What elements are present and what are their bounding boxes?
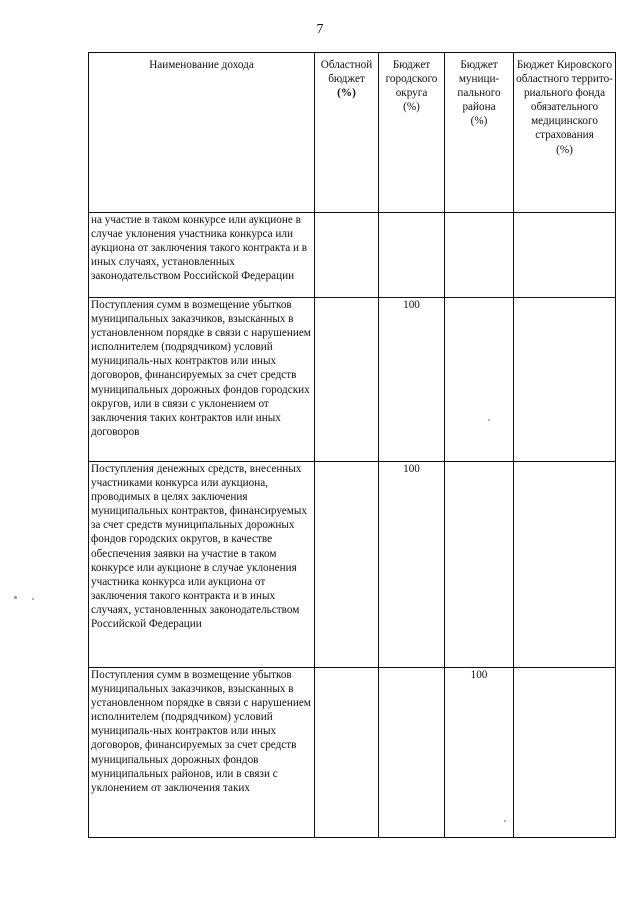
- cell-income-name: Поступления сумм в возмещение убытков муниципальных заказчиков, взысканных в установленном порядке в связи с нарушением исполнителем (подрядчиком) условий муниципаль-ных контрактов или иных договоров, финансируемых за счет средств муниципальных дорожных фондов муниципальных районов, или в связи с уклонением от заключения таких: [89, 668, 315, 838]
- scan-speck: [14, 596, 17, 599]
- header-income-name: [89, 53, 315, 213]
- header-regional-budget: [315, 53, 379, 213]
- header-income-name-label: Наименование дохода: [149, 59, 254, 71]
- header-fund-label: Бюджет Кировского областного террито-риального фонда обязательного медицинского страхования: [516, 59, 613, 142]
- header-municipal-budget: [445, 53, 514, 213]
- cell-regional-pct: [315, 668, 379, 838]
- cell-city-pct: 100: [379, 298, 445, 462]
- cell-fund-pct: [514, 462, 616, 668]
- page-number: 7: [316, 22, 324, 37]
- header-insurance-fund-budget: [514, 53, 616, 213]
- header-city-label: Бюджет городского округа: [385, 59, 438, 100]
- cell-fund-pct: [514, 213, 616, 298]
- header-city-unit: (%): [403, 101, 420, 114]
- scan-speck: [32, 598, 34, 600]
- header-fund-unit: (%): [556, 143, 573, 156]
- cell-regional-pct: [315, 298, 379, 462]
- cell-income-name: Поступления сумм в возмещение убытков муниципальных заказчиков, взысканных в установленном порядке в связи с нарушением исполнителем (подрядчиком) условий муниципаль-ных контрактов или иных договоров, финансируемых за счет средств муниципальных дорожных фондов городских округов, или в связи с уклонением от заключения таких контрактов или иных договоров: [89, 298, 315, 462]
- income-distribution-table: [88, 52, 616, 838]
- cell-regional-pct: [315, 213, 379, 298]
- cell-municipal-pct: [445, 462, 514, 668]
- table-row: [89, 462, 616, 668]
- scan-speck: [504, 820, 506, 822]
- cell-income-name: на участие в таком конкурсе или аукционе в случае уклонения участника конкурса или аукциона от заключения такого контракта и в иных случаях, установленных законодательством Российской Федерации: [89, 213, 315, 298]
- header-regional-label: Областной бюджет: [320, 59, 373, 86]
- header-municipal-label: Бюджет муници-пального района: [457, 59, 501, 114]
- cell-fund-pct: [514, 668, 616, 838]
- table-header-row: [89, 53, 616, 213]
- scan-speck: [488, 419, 490, 421]
- cell-fund-pct: [514, 298, 616, 462]
- table-row: [89, 213, 616, 298]
- cell-municipal-pct: 100: [445, 668, 514, 838]
- cell-municipal-pct: [445, 298, 514, 462]
- header-city-budget: [379, 53, 445, 213]
- table-row: [89, 298, 616, 462]
- cell-municipal-pct: [445, 213, 514, 298]
- cell-city-pct: [379, 213, 445, 298]
- header-regional-unit: (%): [337, 87, 356, 100]
- table-row: [89, 668, 616, 838]
- cell-regional-pct: [315, 462, 379, 668]
- cell-city-pct: 100: [379, 462, 445, 668]
- cell-city-pct: [379, 668, 445, 838]
- header-municipal-unit: (%): [470, 115, 488, 128]
- cell-income-name: Поступления денежных средств, внесенных участниками конкурса или аукциона, проводимых в целях заключения муниципальных контрактов, финансируемых за счет средств муниципальных дорожных фондов городских округов, в качестве обеспечения заявки на участие в таком конкурсе или аукционе в случае уклонения участника конкурса или аукциона от заключения такого контракта и в иных случаях, установленных законодательством Российской Федерации: [89, 462, 315, 668]
